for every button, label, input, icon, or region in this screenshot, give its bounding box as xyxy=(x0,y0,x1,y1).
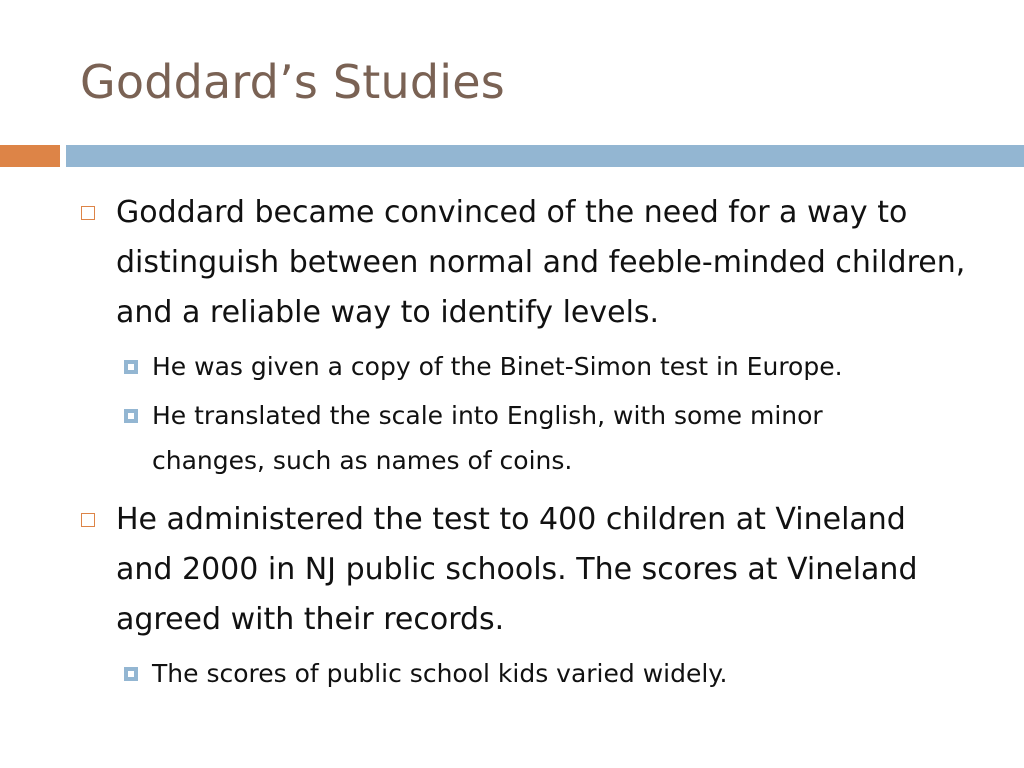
sub-bullet-2-1-text: The scores of public school kids varied widely. xyxy=(152,659,728,688)
sub-bullet-1-1 xyxy=(116,344,942,389)
sub-bullet-1-2-text: He translated the scale into English, with some minor changes, such as names of coins. xyxy=(152,401,823,475)
bullet-2 xyxy=(80,495,968,645)
sub-bullet-1-2 xyxy=(116,393,942,483)
square-bullet-icon xyxy=(124,360,138,374)
sub-bullet-2-1 xyxy=(116,651,942,696)
hollow-square-bullet-icon xyxy=(81,513,95,527)
accent-bar-orange xyxy=(0,145,60,167)
sub-bullet-1-1-text: He was given a copy of the Binet-Simon test in Europe. xyxy=(152,352,843,381)
bullet-1 xyxy=(80,188,968,338)
bullet-1-text: Goddard became convinced of the need for a way to distinguish between normal and feeble-minded children, and a reliable way to identify levels. xyxy=(116,195,966,330)
bullet-2-text: He administered the test to 400 children at Vineland and 2000 in NJ public schools. The scores at Vineland agreed with their records. xyxy=(116,502,918,637)
square-bullet-icon xyxy=(124,409,138,423)
slide-content xyxy=(80,188,980,696)
hollow-square-bullet-icon xyxy=(81,206,95,220)
accent-bar-blue xyxy=(66,145,1024,167)
slide-title: Goddard’s Studies xyxy=(80,55,505,109)
square-bullet-icon xyxy=(124,667,138,681)
